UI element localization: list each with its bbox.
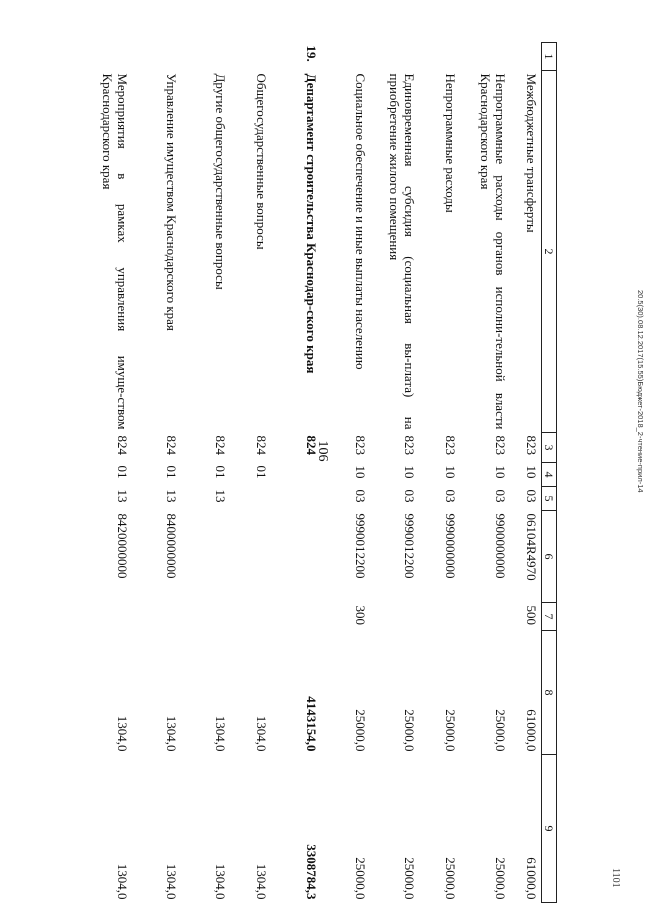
row-number: [328, 43, 377, 71]
amount-2018: 25000,0: [401, 709, 417, 752]
expense-type-code: [90, 603, 139, 631]
row-number: [237, 43, 279, 71]
table-header-row: [541, 43, 556, 903]
amount-2018: 1304,0: [253, 715, 269, 752]
subsection-code: 13: [114, 489, 130, 503]
table-row: [139, 43, 188, 903]
expense-type-code: [426, 603, 468, 631]
column-header: 7: [541, 603, 556, 631]
row-name: Управление имуществом Краснодарского края: [163, 73, 179, 331]
column-header: 8: [541, 631, 556, 755]
table-row: [426, 43, 468, 903]
amount-2019: 1304,0: [114, 863, 130, 900]
table-row: [90, 43, 139, 903]
row-number: [188, 43, 237, 71]
amount-2019: 3308784,3: [303, 844, 319, 900]
table-row: [279, 43, 328, 903]
subsection-code: 13: [212, 489, 228, 503]
column-header: 6: [541, 511, 556, 603]
row-number: [377, 43, 426, 71]
amount-2018: 1304,0: [212, 715, 228, 752]
amount-2018: 1304,0: [114, 715, 130, 752]
subsection-code: 03: [401, 489, 417, 503]
row-number: 19.: [303, 45, 319, 62]
target-article-code: 06104R4970: [517, 511, 542, 603]
section-code: 01: [253, 465, 269, 479]
amount-2018: 25000,0: [442, 709, 458, 752]
subsection-code: [279, 487, 328, 511]
table-row: [468, 43, 517, 903]
amount-2019: 25000,0: [442, 857, 458, 900]
row-name: Другие общегосударственные вопросы: [212, 73, 228, 290]
admin-code: 823: [517, 433, 542, 463]
amount-2019: 61000,0: [517, 755, 542, 903]
expense-type-code: [237, 603, 279, 631]
expense-type-code: [139, 603, 188, 631]
amount-2018: 4143154,0: [303, 696, 319, 752]
amount-2019: 1304,0: [212, 863, 228, 900]
column-header: 4: [541, 463, 556, 487]
section-code: 10: [442, 465, 458, 479]
subsection-code: 13: [163, 489, 179, 503]
amount-2019: 25000,0: [492, 857, 508, 900]
expense-type-code: [188, 603, 237, 631]
budget-table: [90, 42, 557, 903]
row-number: [90, 43, 139, 71]
table-row: [188, 43, 237, 903]
amount-2019: 1304,0: [253, 863, 269, 900]
section-code: 01: [163, 465, 179, 479]
amount-2019: 25000,0: [401, 857, 417, 900]
subsection-code: 03: [492, 489, 508, 503]
column-header: 9: [541, 755, 556, 903]
page-number: 106: [315, 440, 330, 462]
target-article-code: 9990012200: [352, 513, 368, 579]
admin-code: 824: [212, 435, 228, 455]
document-code: 20.5(30).08.12.2017(15.55)Бюджет-2018_2-чтение-прил-14: [636, 290, 645, 493]
amount-2018: 61000,0: [517, 631, 542, 755]
row-number: [517, 43, 542, 71]
section-code: 01: [212, 465, 228, 479]
amount-2018: 1304,0: [163, 715, 179, 752]
target-article-code: 8400000000: [163, 513, 179, 579]
row-name: Общегосударственные вопросы: [253, 73, 269, 250]
row-name: Социальное обеспечение и иные выплаты населению: [352, 73, 368, 370]
subsection-code: 03: [442, 489, 458, 503]
column-header: 1: [541, 43, 556, 71]
expense-type-code: 300: [352, 605, 368, 625]
section-code: 10: [401, 465, 417, 479]
amount-2019: 1304,0: [163, 863, 179, 900]
rotated-table-container: [91, 42, 557, 902]
row-name: Департамент строительства Краснодар-ского края: [303, 73, 319, 374]
section-code: 10: [492, 465, 508, 479]
section-code: 01: [114, 465, 130, 479]
subsection-code: 03: [517, 487, 542, 511]
row-name: Мероприятия в рамках управления имуще-ством Краснодарского края: [99, 73, 130, 430]
table-row: [377, 43, 426, 903]
expense-type-code: [279, 603, 328, 631]
row-number: [139, 43, 188, 71]
admin-code: 823: [352, 435, 368, 455]
row-name: Межбюджетные трансферты: [517, 71, 542, 433]
column-header: 2: [541, 71, 556, 433]
column-header: 5: [541, 487, 556, 511]
amount-2019: 25000,0: [352, 857, 368, 900]
row-number: [468, 43, 517, 71]
target-article-code: 8420000000: [114, 513, 130, 579]
target-article-code: 9990000000: [442, 513, 458, 579]
target-article-code: [237, 511, 279, 603]
admin-code: 824: [253, 435, 269, 455]
admin-code: 823: [492, 435, 508, 455]
target-article-code: 9990012200: [401, 513, 417, 579]
subsection-code: [237, 487, 279, 511]
table-row: [328, 43, 377, 903]
target-article-code: [279, 511, 328, 603]
row-number: [426, 43, 468, 71]
row-name: Непрограммные расходы: [442, 73, 458, 213]
admin-code: 824: [163, 435, 179, 455]
expense-type-code: [377, 603, 426, 631]
section-code: 10: [352, 465, 368, 479]
admin-code: 824: [114, 435, 130, 455]
amount-2018: 25000,0: [492, 709, 508, 752]
column-header: 3: [541, 433, 556, 463]
admin-code: 823: [442, 435, 458, 455]
amount-2018: 25000,0: [352, 709, 368, 752]
subsection-code: 03: [352, 489, 368, 503]
target-article-code: 9900000000: [492, 513, 508, 579]
admin-code: 823: [401, 435, 417, 455]
expense-type-code: [468, 603, 517, 631]
row-name: Непрограммные расходы органов исполни-тельной власти Краснодарского края: [477, 73, 508, 430]
admin-code: 824: [303, 435, 319, 455]
expense-type-code: 500: [517, 603, 542, 631]
page-stamp: 1101: [610, 868, 621, 888]
row-name: Единовременная субсидия (социальная вы-плата) на приобретение жилого помещения: [386, 73, 417, 430]
table-row: [517, 43, 542, 903]
target-article-code: [188, 511, 237, 603]
section-code: [279, 463, 328, 487]
section-code: 10: [517, 463, 542, 487]
table-row: [237, 43, 279, 903]
